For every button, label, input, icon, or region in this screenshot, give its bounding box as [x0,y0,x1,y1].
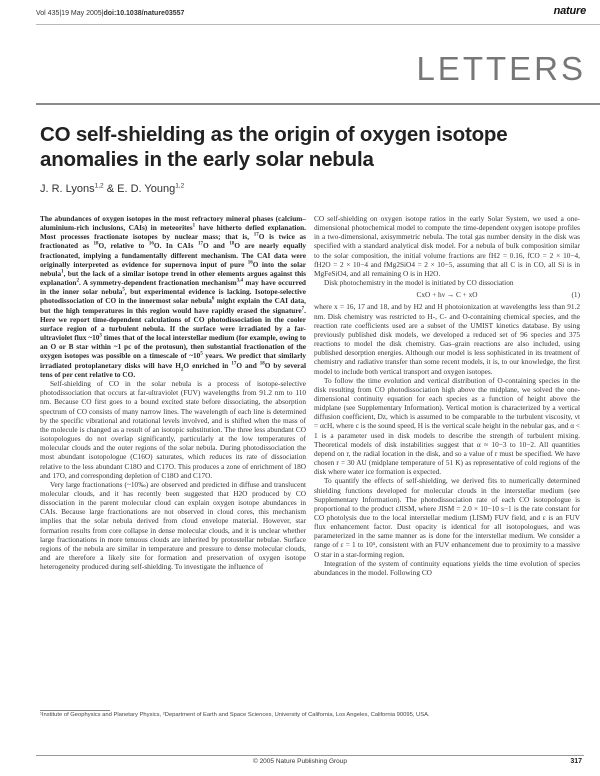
author-affiliation: 1,2 [94,182,104,190]
text-column-left [40,214,306,571]
equation-number: (1) [571,290,580,300]
body-paragraph: Disk photochemistry in the model is initiated by CO dissociation [324,278,514,288]
body-paragraph: To quantify the effects of self-shielding, we derived fits to numerically determined shielding functions developed for molecular clouds in the interstellar medium (see Supplementary Information). The photodissociation rate of each CO isotopologue is proportional to the product εJISM, where JISM = 2.0 × 10−10 s−1 is the rate constant for CO photolysis due to the local interstellar medium (LISM) FUV field, and ε is an FUV flux enhancement factor. Dust opacity is identical for all isotopologues, and was parameterized in the same manner as is done for the interstellar medium. We consider a range of ε = 1 to 10⁵, consistent with an FUV enhancement due to proximity to a massive O star in a star-forming region. [314,476,580,559]
body-paragraph: Self-shielding of CO in the solar nebula is a process of isotope-selective photodissociation that occurs at far-ultraviolet (FUV) wavelengths from 91.2 nm to 110 nm. Because CO first goes to a bound excited state before dissociating, the absorption spectrum of CO consists of many narrow lines. The wavelength of each line is determined by the specific vibrational and rotational levels involved, and is shifted when the mass of the molecule is changed as a result of an isotopic substitution. The three less abundant CO isotopologues do not overlap significantly, particularly at the low temperatures of molecular clouds and the outer regions of the solar nebula. During photodissociation the most abundant isotopologue (C16O) saturates, which reduces its rate of dissociation relative to the less abundant C18O and C17O. This produces a zone of enrichment of 18O and 17O, and corresponding depletion of C18O and C17O. [40,379,306,480]
article-title: CO self-shielding as the origin of oxygen isotope anomalies in the early solar nebula [40,123,508,171]
author-name: & E. D. Young [106,183,176,195]
page-header [0,0,600,45]
author-name: J. R. Lyons [40,183,95,195]
page-number: 317 [570,758,582,765]
journal-logo: nature [553,5,586,17]
journal-citation [36,10,184,17]
equation [314,290,580,299]
section-label: LETTERS [416,50,586,87]
body-paragraph: Integration of the system of continuity equations yields the time evolution of species abundances in the model. Following CO [314,558,580,577]
body-paragraph: CO self-shielding on oxygen isotope ratios in the early Solar System, we used a one-dimensional photochemical model to compute the time-dependent oxygen isotope profiles in a two-dimensional, axisymmetric nebula. The total gas number density in the disk was specified with a standard analytical disk model. For a nebula of bulk composition similar to the solar composition, the initial volume fractions are fH2 = 0.16, fCO = 2 × 10−4, fH2O = 2 × 10−4 and fMg2SiO4 = 2 × 10−5, assuming that all C is in CO, all Si is in MgFeSiO4, and all remaining O is in H2O. [314,214,580,278]
body-paragraph: To follow the time evolution and vertical distribution of O-containing species in the disk resulting from CO photodissociation high above the midplane, we solved the one-dimensional continuity equation for each species as a function of height above the midplane (see Supplementary Information). Vertical motion is characterized by a vertical diffusion coefficient, Dz, which is assumed to be comparable to the turbulent viscosity, νt = αcH, where c is the sound speed, H is the vertical scale height in the nebular gas, and α < 1 is a parameter used in disk models to describe the strength of turbulent mixing. Theoretical models of disk instabilities suggest that α ≈ 10−3 to 10−2. All quantities depend on r, the radial location in the disk, and so a value of r must be specified. We have chosen r = 30 AU (midplane temperature of 51 K) as representative of cold regions of the disk where water ice formation is expected. [314,375,580,477]
volume-issue-date: Vol 435|19 May 2005| [36,10,104,17]
header-divider [36,24,600,25]
body-paragraph: where x = 16, 17 and 18, and by H2 and H photoionization at wavelengths less than 91.2 nm. Disk chemistry was restricted to H-, C- and O-containing chemical species, and the reaction rate coefficients used are a subset of the UMIST kinetics database. By using previously published disk models, we developed a reduced set of 96 species and 375 reactions to model the disk chemistry. Gas–grain reactions are also included, using published desorption energies. Although our model is less sophisticated in its treatment of chemistry and radiative transfer than some recent models, it is, to our knowledge, the first model to include both vertical transport and oxygen isotopes. [314,302,580,376]
footnote-divider [40,710,110,711]
affiliation-footnote: ¹Institute of Geophysics and Planetary Physics, ²Department of Earth and Space Sciences, University of California, Los Angeles, California 90095, USA. [40,712,430,718]
text-column-right [314,214,580,577]
footer-divider [36,755,584,756]
abstract: The abundances of oxygen isotopes in the most refractory mineral phases (calcium–aluminium-rich inclusions, CAIs) in meteorites$^1$ have hitherto defied explanation. Most processes fractionate isotopes by nuclear mass; that is, $^{17}$O is twice as fractionated as $^{18}$O, relative to $^{16}$O. In CAIs $^{17}$O and $^{18}$O are nearly equally fractionated, implying a fundamentally different mechanism. The CAI data were originally interpreted as evidence for supernova input of pure $^{16}$O into the solar nebula$^1$, but the lack of a similar isotope trend in other elements argues against this explanation$^2$. A symmetry-dependent fractionation mechanism$^{3,4}$ may have occurred in the inner solar nebula$^5$, but experimental evidence is lacking. Isotope-selective photodissociation of CO in the innermost solar nebula$^6$ might explain the CAI data, but the high temperatures in this region would have rapidly erased the signature$^7$. Here we report time-dependent calculations of CO photodissociation in the cooler surface region of a turbulent nebula. If the surface were irradiated by a far-ultraviolet flux $\sim 10^3$ times that of the local interstellar medium (for example, owing to an O or B star within ~1 pc of the protosun), then substantial fractionation of the oxygen isotopes was possible on a timescale of $\sim 10^5$ years. We predict that similarly irradiated protoplanetary disks will have $H_2O$ enriched in $^{17}$O and $^{18}$O by several tens of per cent relative to CO. [40,214,307,379]
doi-link[interactable]: doi:10.1038/nature03557 [103,10,185,17]
author-affiliation: 1,2 [175,182,185,190]
title-divider [36,103,600,105]
body-paragraph: Very large fractionations (~10‰) are observed and predicted in diffuse and translucent molecular clouds, and it has recently been suggested that H2O produced by CO dissociation in the parent molecular cloud can explain oxygen isotope abundances in CAIs. Because large fractionations are not observed in cloud cores, this mechanism implies that the solar nebula derived from cloud envelope material. However, star formation results from core collapse in dense molecular clouds, and it is unclear whether large fractionations in more tenuous clouds are inherited by protostellar nebulae. Surface regions of the nebula are similar in temperature and pressure to dense molecular clouds, and are therefore a likely site for formation and preservation of oxygen isotope heterogeneity produced during self-shielding. To investigate the influence of [40,479,306,572]
equation-text: CxO + hν → C + xO [416,290,478,300]
author-list [40,183,184,195]
copyright-notice: © 2005 Nature Publishing Group [252,758,348,765]
